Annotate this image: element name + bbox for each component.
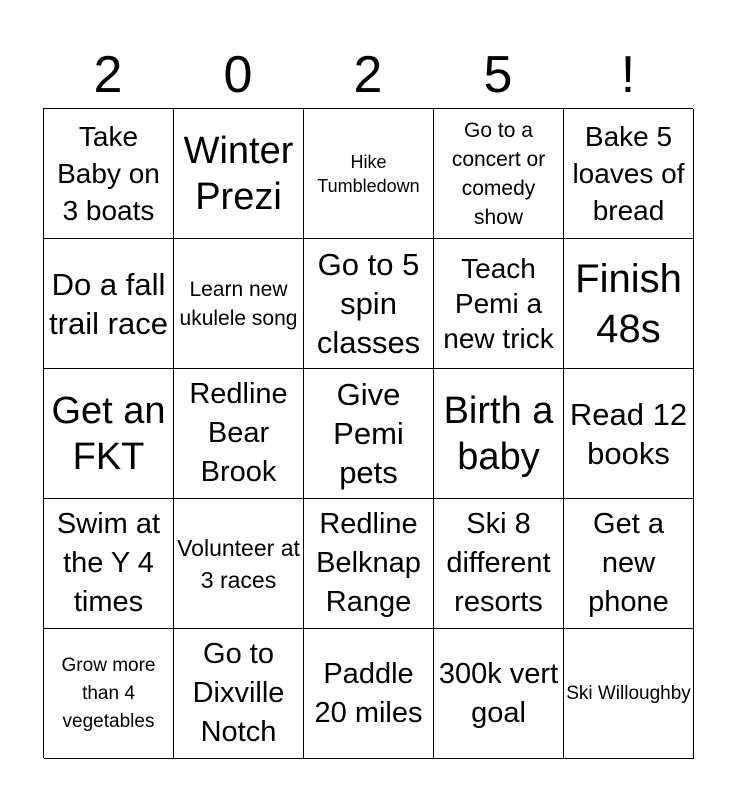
bingo-cell [174,499,304,629]
header-letter-5: ! [620,46,636,104]
cell-text: Get an FKT [51,389,166,478]
cell-text: Do a fall trail race [49,266,168,341]
bingo-header [43,42,693,108]
cell-text: Go to 5 spin classes [316,247,421,360]
bingo-cell [174,369,304,499]
bingo-cell [44,499,174,629]
header-letter-3: 2 [353,46,383,104]
cell-text: Ski 8 different resorts [446,508,551,618]
bingo-cell [434,369,564,499]
cell-text: Grow more than 4 vegetables [61,654,156,732]
bingo-cell [564,239,694,369]
bingo-cell [174,109,304,239]
cell-text: Swim at the Y 4 times [56,508,161,618]
bingo-cell [434,239,564,369]
cell-text: Take Baby on 3 boats [57,121,160,226]
cell-text: Give Pemi pets [333,377,404,490]
cell-text: Bake 5 loaves of bread [572,121,685,226]
cell-text: Learn new ukulele song [179,277,298,330]
cell-text: 300k vert goal [438,657,559,729]
bingo-cell [174,629,304,759]
header-letter-2: 0 [223,46,253,104]
cell-text: Teach Pemi a new trick [443,253,554,354]
cell-text: Finish 48s [575,256,682,351]
cell-text: Redline Bear Brook [189,378,288,488]
bingo-board [43,108,693,758]
cell-text: Hike Tumbledown [317,151,420,196]
bingo-cell [434,499,564,629]
cell-text: Paddle 20 miles [314,657,423,729]
cell-text: Ski Willoughby [566,682,691,704]
bingo-cell [564,629,694,759]
bingo-cell [44,629,174,759]
bingo-cell [304,109,434,239]
bingo-cell [304,239,434,369]
cell-text: Winter Prezi [183,129,294,218]
bingo-cell [44,239,174,369]
cell-text: Go to Dixville Notch [192,638,285,748]
bingo-cell [564,109,694,239]
header-letter-1: 2 [93,46,123,104]
bingo-cell [44,109,174,239]
bingo-cell [304,629,434,759]
cell-text: Get a new phone [588,508,669,618]
bingo-cell [564,499,694,629]
cell-text: Volunteer at 3 races [177,534,300,593]
bingo-cell [174,239,304,369]
header-letter-4: 5 [483,46,513,104]
bingo-cell [564,369,694,499]
bingo-cell [304,499,434,629]
bingo-cell [304,369,434,499]
bingo-cell [44,369,174,499]
bingo-cell [434,629,564,759]
cell-text: Go to a concert or comedy show [451,118,546,229]
cell-text: Read 12 books [569,396,688,471]
cell-text: Birth a baby [443,389,554,478]
cell-text: Redline Belknap Range [316,508,421,618]
bingo-cell [434,109,564,239]
